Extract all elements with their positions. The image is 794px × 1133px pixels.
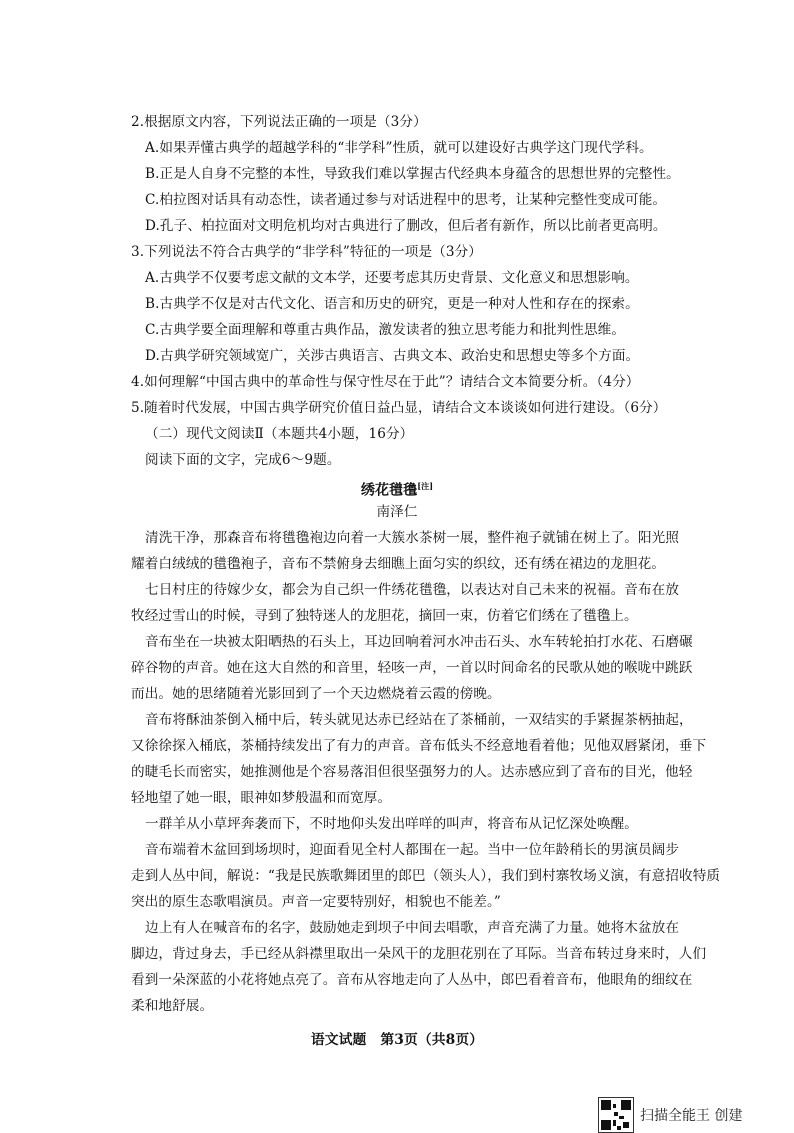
story-line: 清洗干净，那森音布将氆氇袍边向着一大簇水茶树一展，整件袍子就铺在树上了。阳光照 (145, 530, 680, 546)
question-2-option-b: B.正是人自身不完整的本性，导致我们难以掌握古代经典本身蕴含的思想世界的完整性。 (145, 166, 680, 182)
story-line: 音布坐在一块被太阳晒热的石头上，耳边回响着河水冲击石头、水车转轮拍打水花、石磨碾 (145, 634, 693, 650)
story-line: 而出。她的思绪随着光影回到了一个天边燃烧着云霞的傍晚。 (131, 686, 501, 702)
question-3-option-a: A.古典学不仅要考虑文献的文本学，还要考虑其历史背景、文化意义和思想影响。 (145, 270, 639, 286)
qr-code-icon (598, 1097, 634, 1133)
story-line: 轻地望了她一眼，眼神如梦般温和而宽厚。 (131, 790, 392, 806)
question-2-option-c: C.柏拉图对话具有动态性，读者通过参与对话进程中的思考，让某种完整性变成可能。 (145, 192, 667, 208)
page-footer: 语文试题 第3页（共8页） (310, 1032, 484, 1048)
footnote-mark: [注] (417, 481, 434, 491)
reading-instruction: 阅读下面的文字，完成6～9题。 (145, 452, 341, 468)
story-line: 耀着白绒绒的氆氇袍子，音布不禁俯身去细瞧上面匀实的织纹，还有绣在裙边的龙胆花。 (131, 556, 666, 572)
story-line: 脚边，背过身去，手已经从斜襟里取出一朵风干的龙胆花别在了耳际。当音布转过身来时，人们 (131, 946, 707, 962)
story-line: 走到人丛中间，解说：“我是民族歌舞团里的郎巴（领头人），我们到村寨牧场义演，有意招收特质 (131, 868, 721, 884)
story-line: 牧经过雪山的时候，寻到了独特迷人的龙胆花，摘回一束，仿着它们绣在了氆氇上。 (131, 608, 638, 624)
story-line: 七日村庄的待嫁少女，都会为自己织一件绣花氆氇，以表达对自己未来的祝福。音布在放 (145, 582, 680, 598)
story-line: 一群羊从小草坪奔袭而下，不时地仰头发出咩咩的叫声，将音布从记忆深处唤醒。 (145, 816, 638, 832)
story-title-text: 绣花氆氇 (360, 482, 418, 499)
question-2-stem: 2.根据原文内容，下列说法正确的一项是（3分） (131, 114, 427, 130)
question-3-option-b: B.古典学不仅是对古代文化、语言和历史的研究，更是一种对人性和存在的探索。 (145, 296, 639, 312)
question-3-stem: 3.下列说法不符合古典学的“非学科”特征的一项是（3分） (131, 244, 482, 260)
question-2-option-a: A.如果弄懂古典学的超越学科的“非学科”性质，就可以建设好古典学这门现代学科。 (145, 140, 653, 156)
story-line: 边上有人在喊音布的名字，鼓励她走到坝子中间去唱歌，声音充满了力量。她将木盆放在 (145, 920, 680, 936)
question-3-option-c: C.古典学要全面理解和尊重古典作品，激发读者的独立思考能力和批判性思维。 (145, 322, 626, 338)
story-line: 柔和地舒展。 (131, 998, 214, 1014)
story-author: 南泽仁 (376, 504, 418, 520)
story-line: 的睫毛长而密实，她推测他是个容易落泪但很坚强努力的人。达赤感应到了音布的目光，他轻 (131, 764, 693, 780)
story-title (0, 477, 794, 500)
story-line: 音布将酥油茶倒入桶中后，转头就见达赤已经站在了茶桶前，一双结实的手紧握茶柄抽起， (145, 712, 693, 728)
watermark-text: 扫描全能王 创建 (640, 1108, 743, 1124)
scanner-watermark (598, 1097, 742, 1133)
section-heading: （二）现代文阅读Ⅱ（本题共4小题，16分） (145, 426, 414, 442)
story-line: 突出的原生态歌唱演员。声音一定要特别好，相貌也不能差。” (131, 894, 501, 910)
question-3-option-d: D.古典学研究领域宽广，关涉古典语言、古典文本、政治史和思想史等多个方面。 (145, 348, 640, 364)
story-line: 碎谷物的声音。她在这大自然的和音里，轻咳一声，一首以时间命名的民歌从她的喉咙中跳跃 (131, 660, 693, 676)
story-line: 音布端着木盆回到场坝时，迎面看见全村人都围在一起。当中一位年龄稍长的男演员阔步 (145, 842, 680, 858)
story-line: 看到一朵深蓝的小花将她点亮了。音布从容地走向了人丛中，郎巴看着音布，他眼角的细纹在 (131, 972, 693, 988)
question-2-option-d: D.孔子、柏拉面对文明危机均对古典进行了删改，但后者有新作，所以比前者更高明。 (145, 218, 667, 234)
story-line: 又徐徐探入桶底，茶桶持续发出了有力的声音。音布低头不经意地看着他；见他双唇紧闭，垂下 (131, 738, 707, 754)
question-4: 4.如何理解“中国古典中的革命性与保守性尽在于此”？请结合文本简要分析。（4分） (131, 374, 640, 390)
question-5: 5.随着时代发展，中国古典学研究价值日益凸显，请结合文本谈谈如何进行建设。（6分） (131, 400, 667, 416)
